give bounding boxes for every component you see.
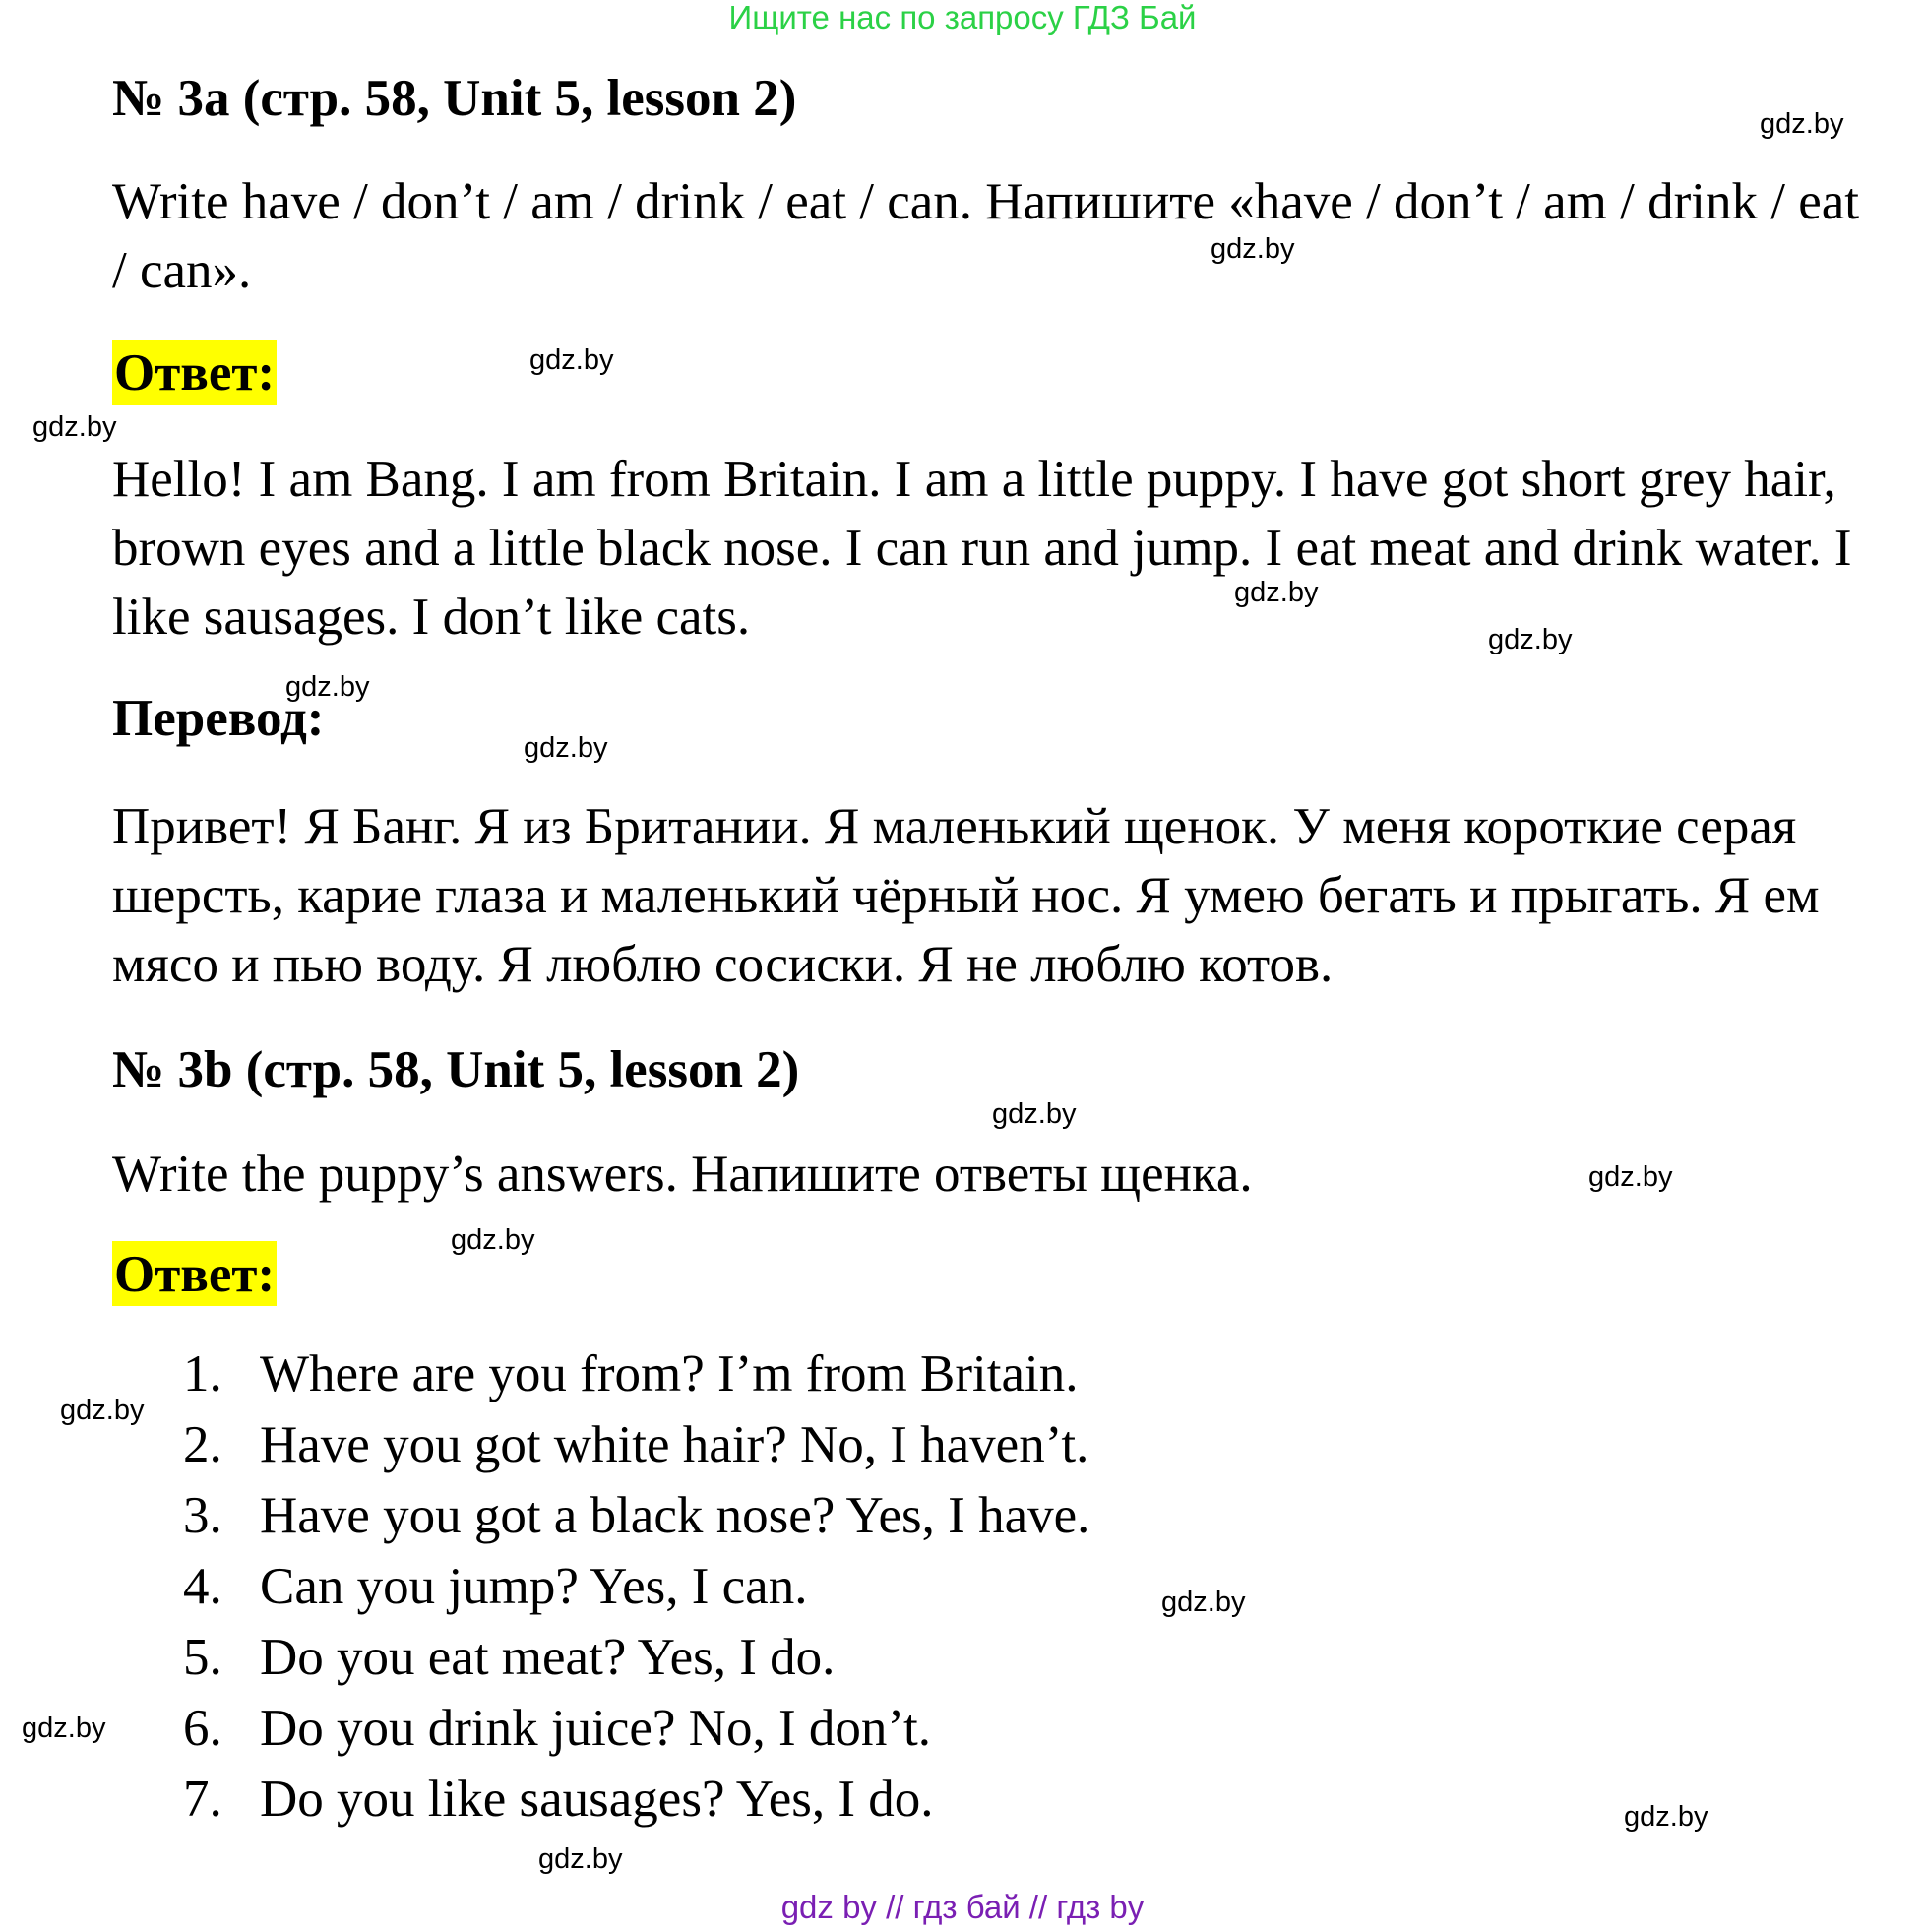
section-b-answer-label: Ответ: xyxy=(112,1241,277,1306)
watermark: gdz.by xyxy=(1760,108,1844,140)
footer-watermark: gdz by // гдз бай // гдз by xyxy=(780,1889,1145,1925)
watermark: gdz.by xyxy=(1161,1587,1246,1618)
top-banner: Ищите нас по запросу ГДЗ Бай xyxy=(728,0,1197,35)
watermark: gdz.by xyxy=(60,1395,145,1426)
item-text: Can you jump? Yes, I can. xyxy=(260,1558,808,1615)
item-number: 2. xyxy=(183,1416,222,1473)
section-a-task: Write have / don’t / am / drink / eat / can. Напишите «have / don’t / am / drink / eat / can». xyxy=(112,173,1860,299)
watermark: gdz.by xyxy=(1624,1801,1708,1833)
item-number: 6. xyxy=(183,1700,222,1757)
watermark: gdz.by xyxy=(32,411,117,443)
item-text: Have you got a black nose? Yes, I have. xyxy=(260,1487,1090,1544)
section-a-answer-text: Hello! I am Bang. I am from Britain. I am a little puppy. I have got short grey hair, brown eyes and a little black nose. I can run and jump. I eat meat and drink water. I like sausages. I don’t like cats. xyxy=(112,451,1852,646)
list-item xyxy=(183,1764,1089,1835)
item-text: Do you drink juice? No, I don’t. xyxy=(260,1700,932,1757)
watermark: gdz.by xyxy=(524,732,608,764)
item-text: Do you eat meat? Yes, I do. xyxy=(260,1629,836,1686)
item-number: 3. xyxy=(183,1487,222,1544)
section-b-heading: № 3b (стр. 58, Unit 5, lesson 2) xyxy=(112,1041,800,1098)
watermark: gdz.by xyxy=(22,1713,106,1744)
watermark: gdz.by xyxy=(1234,577,1319,608)
watermark: gdz.by xyxy=(1211,233,1295,265)
watermark: gdz.by xyxy=(285,671,370,703)
item-text: Where are you from? I’m from Britain. xyxy=(260,1345,1079,1402)
list-item xyxy=(183,1551,1089,1622)
item-number: 1. xyxy=(183,1345,222,1402)
watermark: gdz.by xyxy=(538,1843,623,1875)
item-number: 5. xyxy=(183,1629,222,1686)
watermark: gdz.by xyxy=(992,1098,1077,1130)
section-a-answer-label: Ответ: xyxy=(112,340,277,405)
list-item xyxy=(183,1693,1089,1764)
section-a-translation-label: Перевод: xyxy=(112,690,325,747)
section-b-task: Write the puppy’s answers. Напишите ответы щенка. xyxy=(112,1146,1253,1203)
list-item xyxy=(183,1622,1089,1693)
list-item xyxy=(183,1339,1089,1409)
section-a-translation-text: Привет! Я Банг. Я из Британии. Я маленький щенок. У меня короткие серая шерсть, карие глаза и маленький чёрный нос. Я умею бегать и прыгать. Я ем мясо и пью воду. Я люблю сосиски. Я не люблю котов. xyxy=(112,798,1820,993)
item-text: Do you like sausages? Yes, I do. xyxy=(260,1771,934,1828)
section-a-heading: № 3a (стр. 58, Unit 5, lesson 2) xyxy=(112,70,797,127)
watermark: gdz.by xyxy=(451,1224,535,1256)
answers-list xyxy=(183,1339,1089,1835)
watermark: gdz.by xyxy=(1488,624,1573,655)
item-number: 4. xyxy=(183,1558,222,1615)
watermark: gdz.by xyxy=(529,344,614,376)
list-item xyxy=(183,1480,1089,1551)
item-text: Have you got white hair? No, I haven’t. xyxy=(260,1416,1089,1473)
list-item xyxy=(183,1409,1089,1480)
watermark: gdz.by xyxy=(1588,1161,1673,1193)
item-number: 7. xyxy=(183,1771,222,1828)
